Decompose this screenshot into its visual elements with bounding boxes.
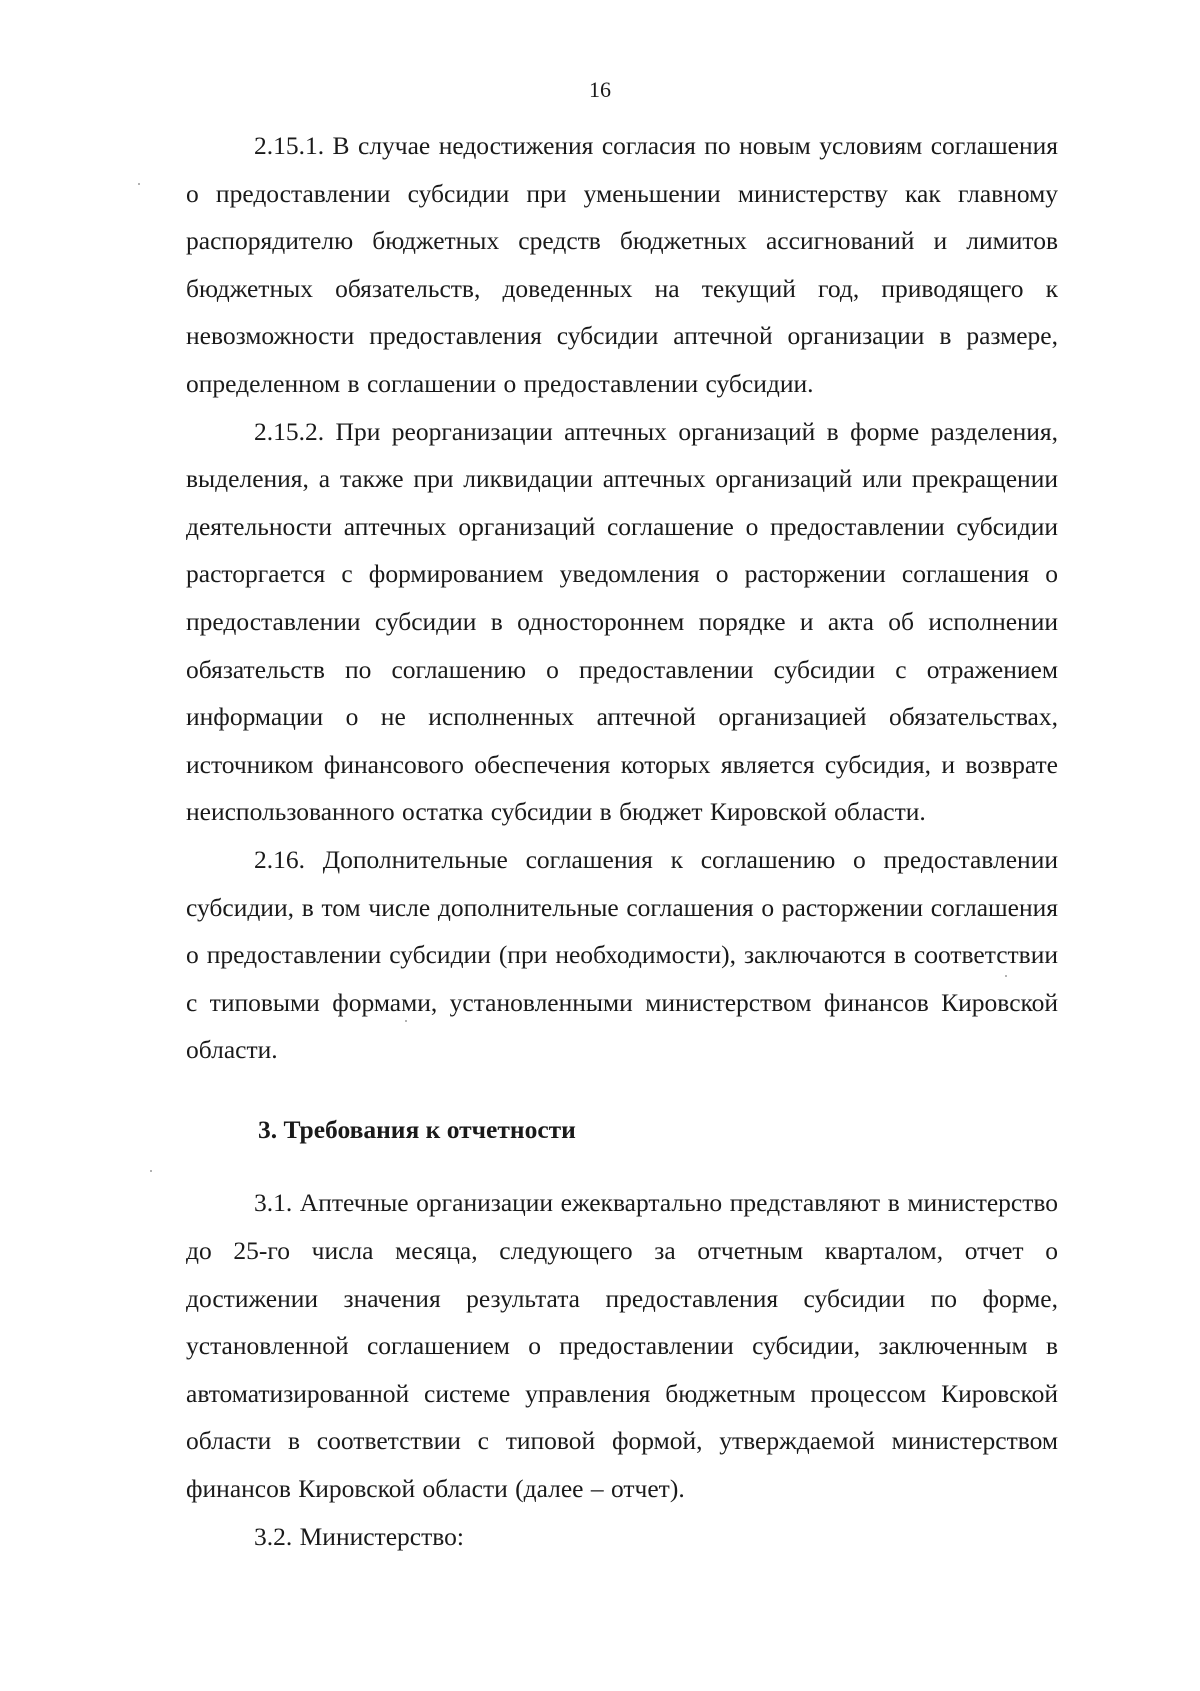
paragraph-3-2: 3.2. Министерство: [254,1521,464,1551]
scan-speck [150,1170,152,1172]
scan-speck [1005,975,1007,977]
document-body [186,122,1058,1560]
paragraph-2-15-2: 2.15.2. При реорганизации аптечных организаций в форме разделения, выделения, а также при ликвидации аптечных организаций или прекращении деятельности аптечных организаций соглашение о предоставлении субсидии расторгается с формированием уведомления о расторжении соглашения о предоставлении субсидии в одностороннем порядке и акта об исполнении обязательств по соглашению о предоставлении субсидии с отражением информации о не исполненных аптечной организацией обязательствах, источником финансового обеспечения которых является субсидия, и возврате неиспользованного остатка субсидии в бюджет Кировской области. [186,416,1058,827]
section-heading: 3. Требования к отчетности [258,1114,576,1144]
paragraph-3-1: 3.1. Аптечные организации ежеквартально представляют в министерство до 25-го числа месяца, следующего за отчетным кварталом, отчет о достижении значения результата предоставления субсидии по форме, установленной соглашением о предоставлении субсидии, заключенным в автоматизированной системе управления бюджетным процессом Кировской области в соответствии с типовой формой, утверждаемой министерством финансов Кировской области (далее – отчет). [186,1188,1058,1504]
page-number: 16 [589,77,611,102]
scan-speck [138,183,140,185]
paragraph-2-15-1: 2.15.1. В случае недостижения согласия по новым условиям соглашения о предоставлении субсидии при уменьшении министерству как главному распорядителю бюджетных средств бюджетных ассигнований и лимитов бюджетных обязательств, доведенных на текущий год, приводящего к невозможности предоставления субсидии аптечной организации в размере, определенном в соглашении о предоставлении субсидии. [186,131,1058,398]
scan-speck [405,1020,407,1022]
paragraph-2-16: 2.16. Дополнительные соглашения к соглашению о предоставлении субсидии, в том числе дополнительные соглашения о расторжении соглашения о предоставлении субсидии (при необходимости), заключаются в соответствии с типовыми формами, установленными министерством финансов Кировской области. [186,844,1058,1065]
